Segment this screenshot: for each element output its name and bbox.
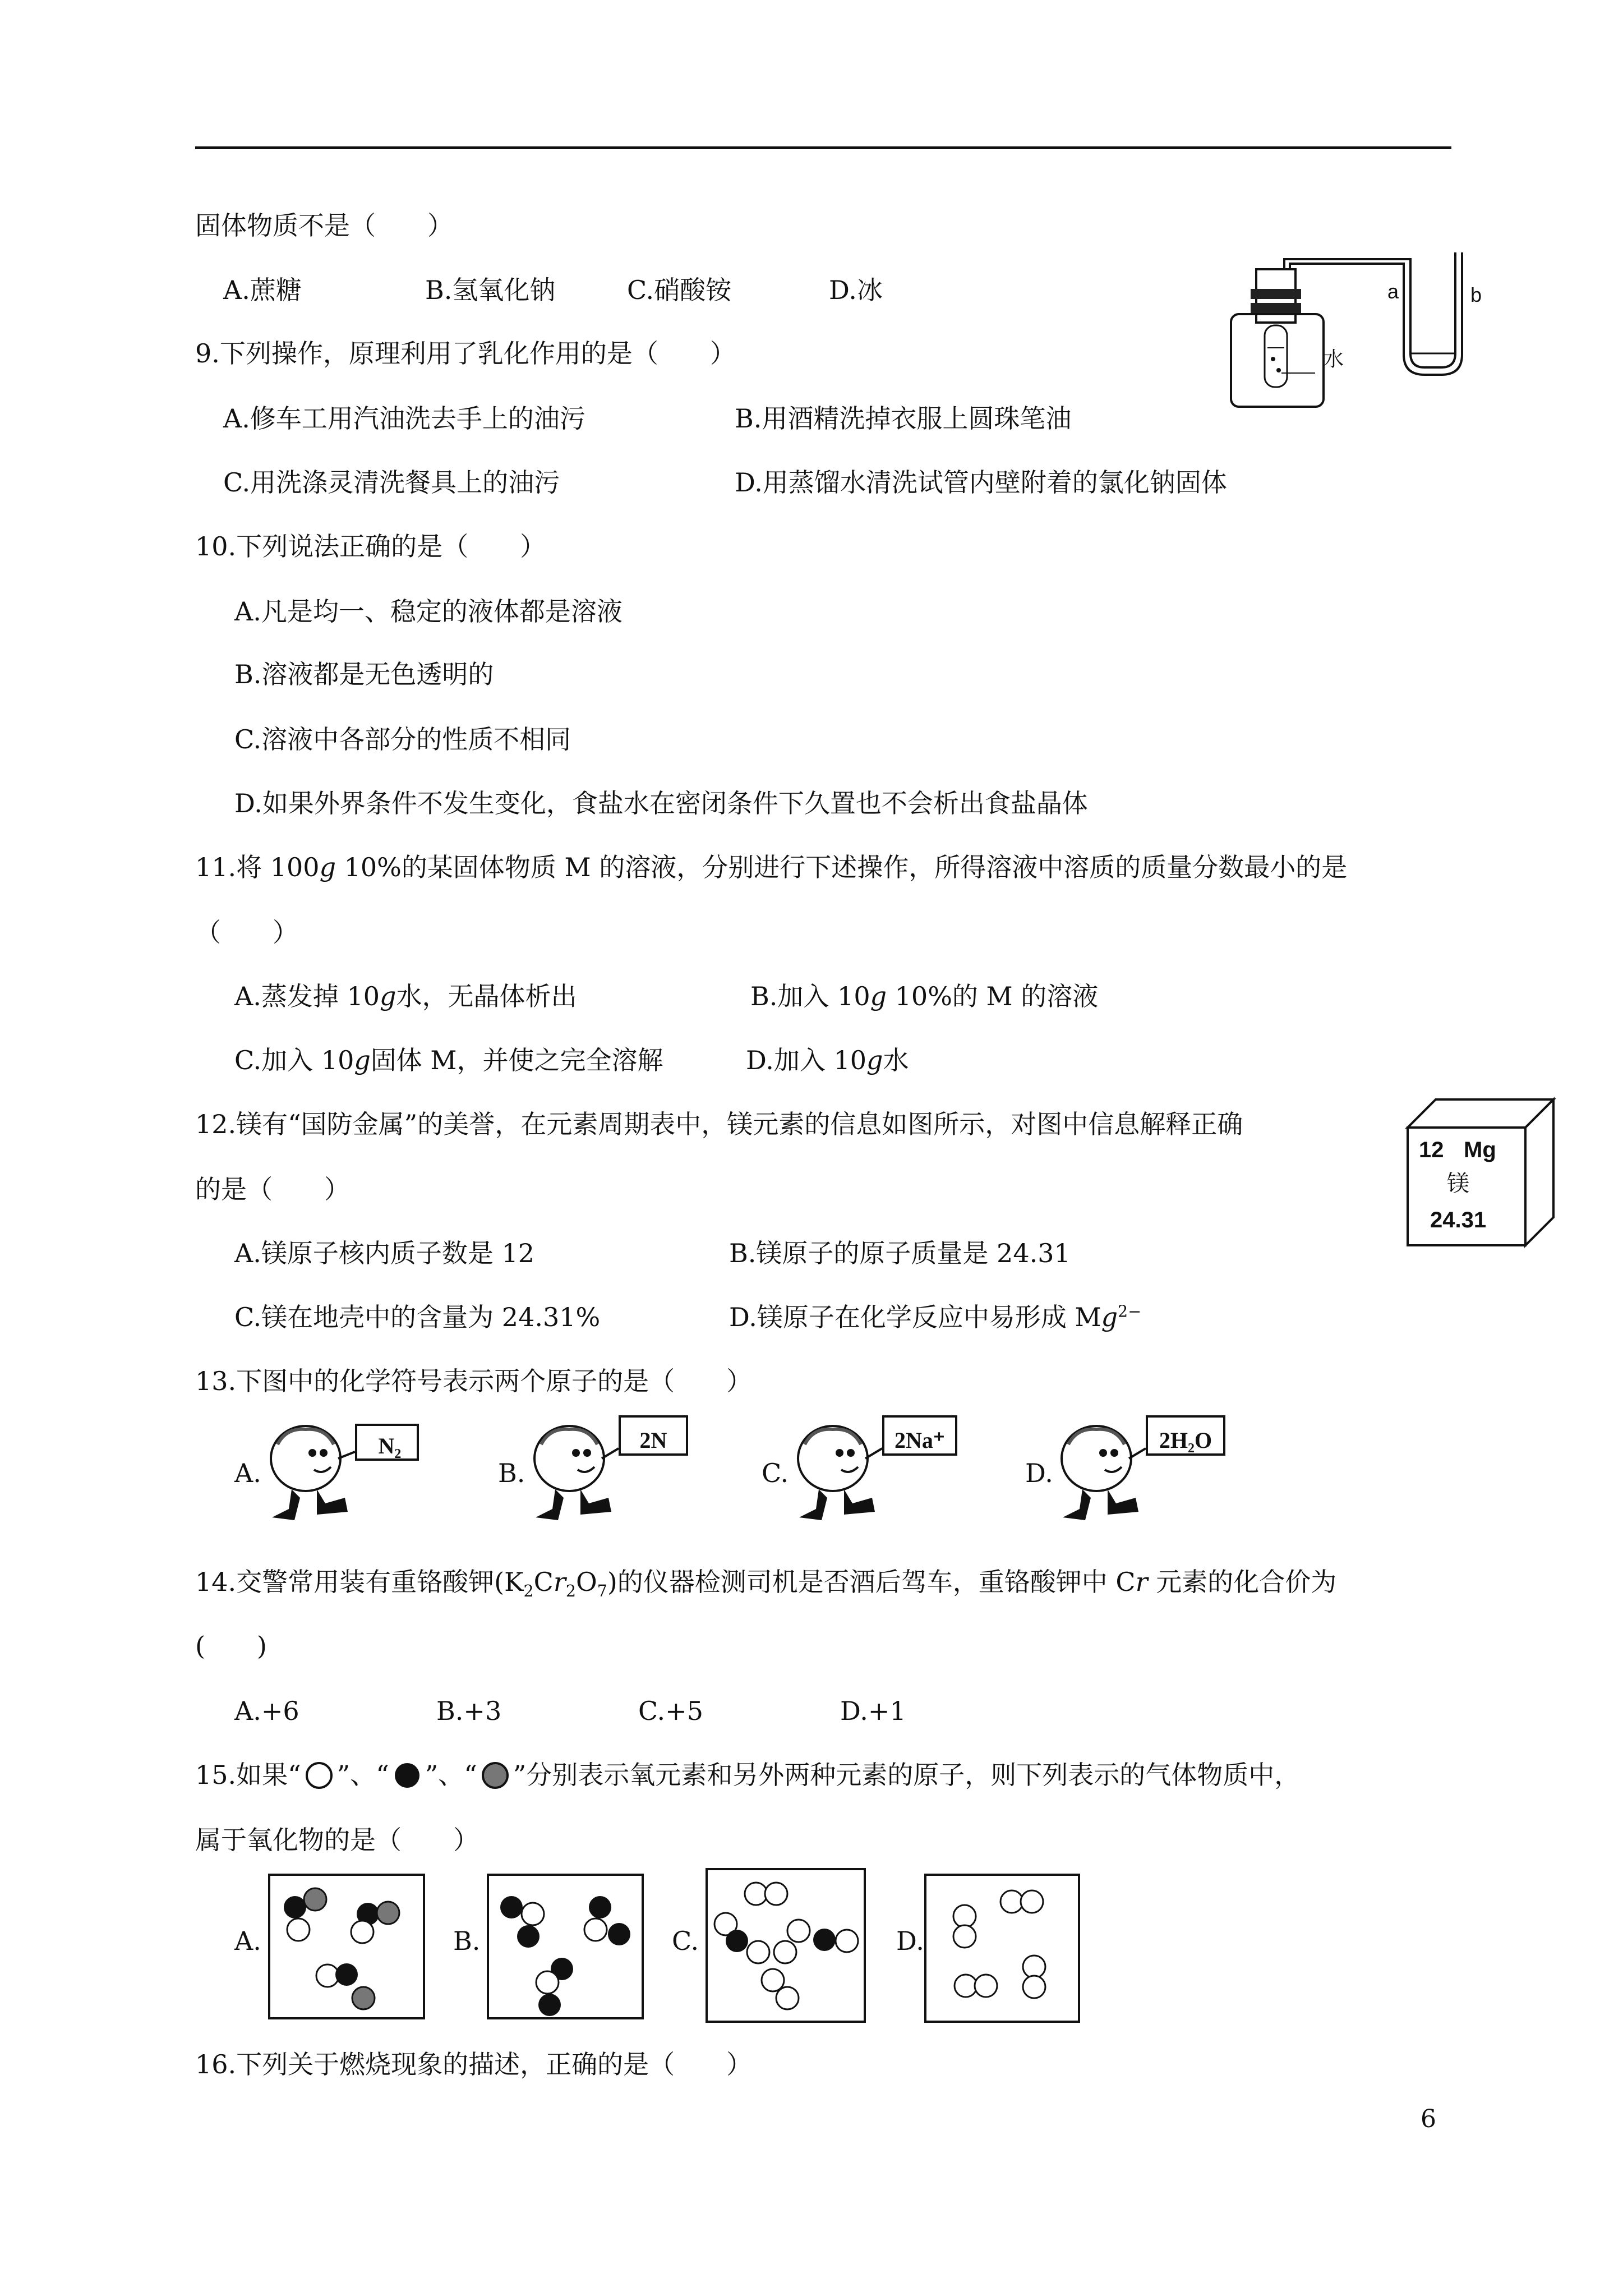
q13-sign-a: N₂ [378,1433,402,1458]
q14-stem: 14.交警常用装有重铬酸钾$(K_2Cr_2O_7)$的仪器检测司机是否酒后驾车，重铬酸钾中 Cr 元素的化合价为 [195,1567,1337,1601]
element-number: 12 [1419,1138,1444,1162]
q15-box-d [924,1874,1080,2023]
q8-stem: 固体物质不是（ ） [195,210,453,241]
q9-stem: 9.下列操作，原理利用了乳化作用的是（ ） [195,338,736,369]
header-rule [195,146,1451,149]
q14-option-d: D.+1 [840,1696,906,1726]
black-atom-icon [389,1761,425,1789]
q15-stem-line2: 属于氧化物的是（ ） [195,1825,479,1855]
q10-option-b: B.溶液都是无色透明的 [234,659,494,689]
q14-option-a: A.+6 [234,1696,299,1726]
q11-stem: 11.将 100g 10%的某固体物质 M 的溶液，分别进行下述操作，所得溶液中溶质的质量分数最小的是 [195,852,1348,882]
q15-label-d: D. [896,1926,924,1956]
q8-option-d: D.冰 [829,275,883,305]
element-symbol: Mg [1464,1138,1496,1162]
q12-stem: 12.镁有“国防金属”的美誉，在元素周期表中，镁元素的信息如图所示，对图中信息解释正确 [195,1109,1243,1139]
u-tube-apparatus-figure [1225,247,1483,415]
q8-option-a: A.蔗糖 [223,275,302,305]
q11-option-d: D.加入 10g水 [746,1045,909,1075]
q9-option-b: B.用酒精洗掉衣服上圆珠笔油 [735,403,1072,434]
q12-option-b: B.镁原子的原子质量是 24.31 [729,1238,1071,1268]
q13-label-d: D. [1025,1458,1053,1488]
q10-option-d: D.如果外界条件不发生变化，食盐水在密闭条件下久置也不会析出食盐晶体 [234,788,1088,818]
q10-option-a: A.凡是均一、稳定的液体都是溶液 [234,596,623,627]
figure-label-a: a [1387,280,1399,303]
q12-option-d: D.镁原子在化学反应中易形成 $Mg^{2-}$ [729,1302,1142,1332]
q15-box-b [487,1874,644,2019]
q10-option-c: C.溶液中各部分的性质不相同 [234,724,571,754]
q8-option-b: B.氢氧化钠 [425,275,556,305]
q13-label-b: B. [498,1458,525,1488]
figure-label-b: b [1470,283,1482,306]
q14-option-b: B.+3 [436,1696,502,1726]
q15-box-a [268,1874,425,2019]
gray-atom-icon [477,1761,513,1789]
q13-sign-d: 2H₂O [1159,1428,1212,1453]
q8-option-c: C.硝酸铵 [627,275,732,305]
q16-stem: 16.下列关于燃烧现象的描述，正确的是（ ） [195,2049,753,2079]
element-name: 镁 [1447,1171,1469,1197]
q11-option-a: A.蒸发掉 10g水，无晶体析出 [234,981,577,1011]
q15-label-b: B. [453,1926,481,1956]
q10-stem: 10.下列说法正确的是（ ） [195,531,546,562]
q12-option-a: A.镁原子核内质子数是 12 [234,1238,534,1268]
q15-box-c [706,1868,866,2023]
q9-option-c: C.用洗涤灵清洗餐具上的油污 [223,467,560,498]
page-number: 6 [1421,2105,1436,2133]
q15-label-a: A. [234,1926,261,1956]
q14-option-c: C.+5 [638,1696,703,1726]
q12-option-c: C.镁在地壳中的含量为 24.31% [234,1302,601,1332]
q15-stem: 15.如果“ ”、“ ”、“ ”分别表示氧元素和另外两种元素的原子，则下列表示的气体物质中， [195,1760,1301,1790]
q13-sign-b: 2N [639,1428,667,1453]
q12-stem-line2: 的是（ ） [195,1174,350,1204]
element-mass: 24.31 [1430,1208,1487,1232]
q11-option-c: C.加入 10g固体 M，并使之完全溶解 [234,1045,663,1075]
white-atom-icon [301,1761,337,1789]
q13-label-a: A. [234,1458,261,1488]
q14-stem-line2: ( ) [195,1631,267,1661]
q13-stem: 13.下图中的化学符号表示两个原子的是（ ） [195,1366,753,1396]
q13-sign-c: 2Na⁺ [895,1428,945,1453]
q11-stem-line2: （ ） [195,917,298,947]
q15-label-c: C. [672,1926,699,1956]
q9-option-a: A.修车工用汽油洗去手上的油污 [223,403,585,434]
q9-option-d: D.用蒸馏水清洗试管内壁附着的氯化钠固体 [735,467,1227,498]
q13-label-c: C. [762,1458,789,1488]
q11-option-b: B.加入 10g 10%的 M 的溶液 [750,981,1099,1011]
figure-label-water: 水 [1324,347,1344,370]
